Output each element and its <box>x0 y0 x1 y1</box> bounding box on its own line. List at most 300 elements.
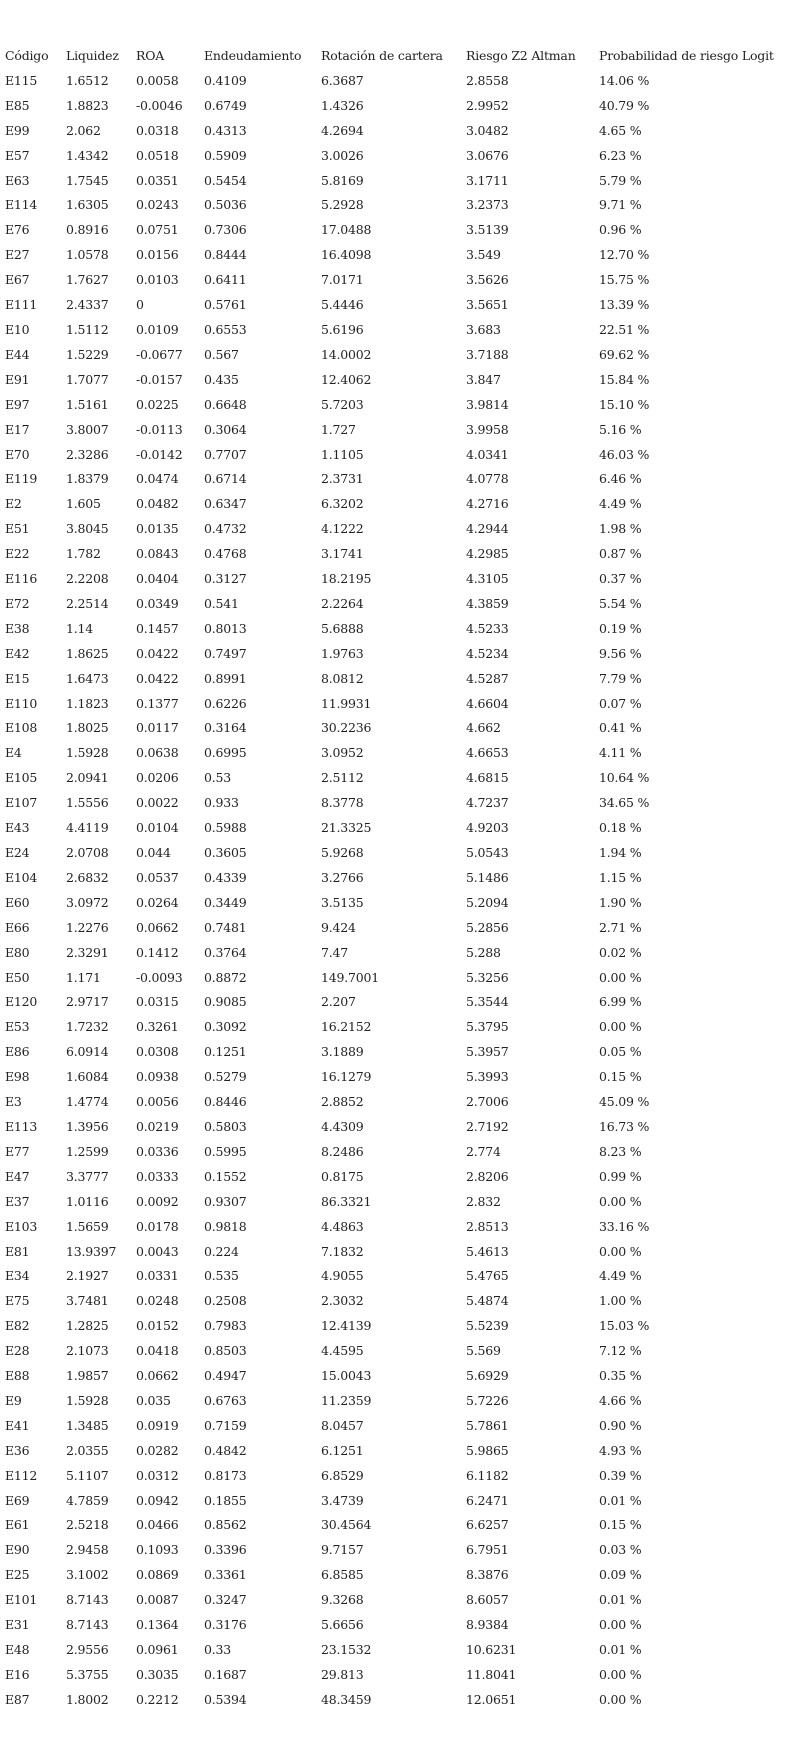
cell-codigo: E28 <box>5 1343 30 1359</box>
cell-logit: 0.05 % <box>599 1044 642 1060</box>
cell-z2-altman: 5.4765 <box>466 1268 509 1284</box>
cell-rotacion: 18.2195 <box>321 571 372 587</box>
cell-z2-altman: 5.5239 <box>466 1318 509 1334</box>
cell-logit: 0.03 % <box>599 1542 642 1558</box>
cell-z2-altman: 5.569 <box>466 1343 501 1359</box>
cell-endeudamiento: 0.33 <box>204 1642 232 1657</box>
cell-endeudamiento: 0.4339 <box>204 869 247 885</box>
cell-logit: 1.00 % <box>599 1293 642 1309</box>
table-row <box>5 692 789 717</box>
cell-codigo: E51 <box>5 521 30 537</box>
cell-z2-altman: 5.3795 <box>466 1019 509 1035</box>
cell-endeudamiento: 0.6749 <box>204 97 247 113</box>
cell-logit: 0.90 % <box>599 1417 642 1433</box>
cell-roa: 0.0152 <box>136 1318 179 1334</box>
cell-roa: 0.0282 <box>136 1442 179 1458</box>
cell-endeudamiento: 0.53 <box>204 770 232 786</box>
cell-z2-altman: 4.9203 <box>466 820 509 836</box>
cell-liquidez: 3.8007 <box>66 421 109 437</box>
cell-codigo: E16 <box>5 1666 30 1682</box>
table-row <box>5 467 789 492</box>
cell-rotacion: 16.2152 <box>321 1019 372 1035</box>
cell-z2-altman: 5.3544 <box>466 994 509 1010</box>
header-roa: ROA <box>136 48 165 63</box>
cell-codigo: E77 <box>5 1143 30 1159</box>
cell-rotacion: 8.0457 <box>321 1417 364 1433</box>
cell-z2-altman: 4.5233 <box>466 620 509 636</box>
cell-z2-altman: 3.2373 <box>466 197 509 213</box>
cell-liquidez: 1.14 <box>66 620 94 636</box>
cell-liquidez: 3.3777 <box>66 1168 109 1184</box>
cell-endeudamiento: 0.1855 <box>204 1492 247 1508</box>
cell-codigo: E25 <box>5 1567 30 1583</box>
cell-liquidez: 1.5229 <box>66 346 109 362</box>
cell-rotacion: 14.0002 <box>321 346 372 362</box>
cell-liquidez: 2.0355 <box>66 1442 109 1458</box>
cell-liquidez: 1.5112 <box>66 321 109 337</box>
cell-liquidez: 8.7143 <box>66 1617 109 1633</box>
cell-logit: 46.03 % <box>599 446 650 462</box>
table-row <box>5 517 789 542</box>
cell-roa: -0.0142 <box>136 446 183 462</box>
cell-codigo: E42 <box>5 645 30 661</box>
table-row <box>5 169 789 194</box>
cell-endeudamiento: 0.4732 <box>204 521 247 537</box>
cell-codigo: E104 <box>5 869 38 885</box>
table-body <box>5 69 789 1713</box>
cell-codigo: E10 <box>5 321 30 337</box>
cell-endeudamiento: 0.4109 <box>204 72 247 88</box>
table-row <box>5 218 789 243</box>
table-row <box>5 1015 789 1040</box>
table-row <box>5 1538 789 1563</box>
cell-codigo: E69 <box>5 1492 30 1508</box>
cell-z2-altman: 3.9958 <box>466 421 509 437</box>
cell-z2-altman: 3.0676 <box>466 147 509 163</box>
table-row <box>5 69 789 94</box>
table-row <box>5 841 789 866</box>
cell-liquidez: 1.8002 <box>66 1691 109 1707</box>
cell-liquidez: 8.7143 <box>66 1592 109 1608</box>
cell-roa: 0.0087 <box>136 1592 179 1608</box>
table-row <box>5 1663 789 1688</box>
cell-codigo: E75 <box>5 1293 30 1309</box>
table-row <box>5 1065 789 1090</box>
cell-roa: 0.0422 <box>136 670 179 686</box>
cell-logit: 13.39 % <box>599 297 650 313</box>
cell-liquidez: 3.8045 <box>66 521 109 537</box>
cell-endeudamiento: 0.7481 <box>204 919 247 935</box>
cell-rotacion: 5.6656 <box>321 1617 364 1633</box>
cell-roa: 0.0751 <box>136 222 179 238</box>
cell-endeudamiento: 0.435 <box>204 371 239 387</box>
cell-endeudamiento: 0.8446 <box>204 1094 247 1110</box>
cell-z2-altman: 4.6604 <box>466 695 509 711</box>
cell-roa: -0.0157 <box>136 371 183 387</box>
table-row <box>5 1688 789 1713</box>
risk-table <box>5 44 789 1713</box>
cell-logit: 0.39 % <box>599 1467 642 1483</box>
cell-liquidez: 1.2825 <box>66 1318 109 1334</box>
cell-rotacion: 16.1279 <box>321 1069 372 1085</box>
cell-rotacion: 6.8529 <box>321 1467 364 1483</box>
cell-rotacion: 1.727 <box>321 421 356 437</box>
cell-rotacion: 0.8175 <box>321 1168 364 1184</box>
cell-liquidez: 1.8379 <box>66 471 109 487</box>
cell-rotacion: 4.1222 <box>321 521 364 537</box>
cell-logit: 0.41 % <box>599 720 642 736</box>
cell-roa: 0.0117 <box>136 720 179 736</box>
cell-codigo: E103 <box>5 1218 38 1234</box>
table-row <box>5 966 789 991</box>
cell-logit: 2.71 % <box>599 919 642 935</box>
cell-codigo: E34 <box>5 1268 30 1284</box>
cell-logit: 33.16 % <box>599 1218 650 1234</box>
cell-roa: 0.0178 <box>136 1218 179 1234</box>
cell-rotacion: 4.2694 <box>321 122 364 138</box>
cell-z2-altman: 3.5139 <box>466 222 509 238</box>
cell-endeudamiento: 0.9818 <box>204 1218 247 1234</box>
cell-z2-altman: 5.9865 <box>466 1442 509 1458</box>
cell-z2-altman: 5.3993 <box>466 1069 509 1085</box>
cell-roa: 0.0315 <box>136 994 179 1010</box>
cell-liquidez: 1.4774 <box>66 1094 109 1110</box>
cell-endeudamiento: 0.8503 <box>204 1343 247 1359</box>
table-row <box>5 1489 789 1514</box>
cell-endeudamiento: 0.224 <box>204 1243 239 1259</box>
cell-liquidez: 1.5659 <box>66 1218 109 1234</box>
cell-logit: 15.03 % <box>599 1318 650 1334</box>
table-row <box>5 667 789 692</box>
cell-logit: 0.37 % <box>599 571 642 587</box>
cell-liquidez: 1.605 <box>66 496 101 512</box>
cell-liquidez: 1.8823 <box>66 97 109 113</box>
cell-z2-altman: 8.9384 <box>466 1617 509 1633</box>
cell-rotacion: 3.1741 <box>321 546 364 562</box>
cell-rotacion: 8.0812 <box>321 670 364 686</box>
cell-roa: 0.0308 <box>136 1044 179 1060</box>
cell-logit: 0.00 % <box>599 1666 642 1682</box>
cell-rotacion: 5.7203 <box>321 396 364 412</box>
cell-z2-altman: 12.0651 <box>466 1691 517 1707</box>
cell-endeudamiento: 0.9307 <box>204 1193 247 1209</box>
cell-logit: 12.70 % <box>599 247 650 263</box>
table-row <box>5 542 789 567</box>
cell-roa: 0.0919 <box>136 1417 179 1433</box>
cell-roa: 0.3035 <box>136 1666 179 1682</box>
cell-z2-altman: 5.1486 <box>466 869 509 885</box>
table-row <box>5 642 789 667</box>
cell-rotacion: 6.3687 <box>321 72 364 88</box>
cell-endeudamiento: 0.8991 <box>204 670 247 686</box>
cell-codigo: E115 <box>5 72 38 88</box>
cell-codigo: E120 <box>5 994 38 1010</box>
cell-endeudamiento: 0.6226 <box>204 695 247 711</box>
table-row <box>5 443 789 468</box>
cell-logit: 6.99 % <box>599 994 642 1010</box>
cell-z2-altman: 4.5234 <box>466 645 509 661</box>
header-z2-altman: Riesgo Z2 Altman <box>466 48 576 63</box>
cell-logit: 1.15 % <box>599 869 642 885</box>
cell-liquidez: 2.3291 <box>66 944 109 960</box>
cell-z2-altman: 5.3957 <box>466 1044 509 1060</box>
cell-endeudamiento: 0.5454 <box>204 172 247 188</box>
table-row <box>5 592 789 617</box>
table-row <box>5 1314 789 1339</box>
cell-roa: 0.0264 <box>136 894 179 910</box>
cell-rotacion: 1.4326 <box>321 97 364 113</box>
cell-roa: 0.044 <box>136 845 171 860</box>
cell-liquidez: 1.5928 <box>66 1392 109 1408</box>
cell-codigo: E113 <box>5 1118 38 1134</box>
cell-z2-altman: 2.7006 <box>466 1094 509 1110</box>
cell-roa: 0.0109 <box>136 321 179 337</box>
cell-codigo: E80 <box>5 944 30 960</box>
cell-rotacion: 5.4446 <box>321 297 364 313</box>
cell-z2-altman: 5.3256 <box>466 969 509 985</box>
cell-codigo: E67 <box>5 272 30 288</box>
table-row <box>5 1190 789 1215</box>
cell-liquidez: 1.0578 <box>66 247 109 263</box>
cell-endeudamiento: 0.7159 <box>204 1417 247 1433</box>
cell-logit: 9.56 % <box>599 645 642 661</box>
cell-logit: 4.11 % <box>599 745 642 761</box>
cell-liquidez: 4.4119 <box>66 820 109 836</box>
cell-roa: 0.0243 <box>136 197 179 213</box>
cell-rotacion: 9.7157 <box>321 1542 364 1558</box>
cell-rotacion: 5.6196 <box>321 321 364 337</box>
cell-roa: 0.0474 <box>136 471 179 487</box>
cell-codigo: E66 <box>5 919 30 935</box>
cell-codigo: E97 <box>5 396 30 412</box>
cell-z2-altman: 2.8513 <box>466 1218 509 1234</box>
cell-rotacion: 48.3459 <box>321 1691 372 1707</box>
table-row <box>5 1513 789 1538</box>
cell-roa: 0.0336 <box>136 1143 179 1159</box>
cell-roa: 0.0942 <box>136 1492 179 1508</box>
cell-rotacion: 3.2766 <box>321 869 364 885</box>
cell-codigo: E81 <box>5 1243 30 1259</box>
cell-logit: 22.51 % <box>599 321 650 337</box>
cell-liquidez: 1.5161 <box>66 396 109 412</box>
cell-endeudamiento: 0.1251 <box>204 1044 247 1060</box>
cell-logit: 1.90 % <box>599 894 642 910</box>
cell-liquidez: 1.1823 <box>66 695 109 711</box>
cell-endeudamiento: 0.3092 <box>204 1019 247 1035</box>
cell-roa: -0.0113 <box>136 421 183 437</box>
cell-liquidez: 13.9397 <box>66 1243 117 1259</box>
cell-logit: 5.16 % <box>599 421 642 437</box>
cell-codigo: E47 <box>5 1168 30 1184</box>
cell-liquidez: 1.6512 <box>66 72 109 88</box>
cell-roa: 0.0351 <box>136 172 179 188</box>
cell-roa: -0.0677 <box>136 346 183 362</box>
cell-roa: 0.0333 <box>136 1168 179 1184</box>
cell-endeudamiento: 0.5394 <box>204 1691 247 1707</box>
cell-liquidez: 1.8625 <box>66 645 109 661</box>
cell-rotacion: 3.0026 <box>321 147 364 163</box>
cell-liquidez: 1.7627 <box>66 272 109 288</box>
cell-logit: 0.01 % <box>599 1492 642 1508</box>
cell-rotacion: 17.0488 <box>321 222 372 238</box>
cell-liquidez: 2.6832 <box>66 869 109 885</box>
cell-codigo: E22 <box>5 546 30 562</box>
cell-endeudamiento: 0.4842 <box>204 1442 247 1458</box>
cell-roa: 0.0537 <box>136 869 179 885</box>
cell-codigo: E98 <box>5 1069 30 1085</box>
cell-logit: 9.71 % <box>599 197 642 213</box>
cell-z2-altman: 4.3859 <box>466 595 509 611</box>
cell-logit: 15.75 % <box>599 272 650 288</box>
table-row <box>5 617 789 642</box>
cell-codigo: E88 <box>5 1368 30 1384</box>
cell-endeudamiento: 0.4768 <box>204 546 247 562</box>
cell-z2-altman: 6.6257 <box>466 1517 509 1533</box>
cell-roa: 0.0349 <box>136 595 179 611</box>
cell-liquidez: 4.7859 <box>66 1492 109 1508</box>
cell-z2-altman: 5.2094 <box>466 894 509 910</box>
table-row <box>5 766 789 791</box>
cell-endeudamiento: 0.5761 <box>204 297 247 313</box>
cell-z2-altman: 4.2944 <box>466 521 509 537</box>
cell-endeudamiento: 0.6553 <box>204 321 247 337</box>
cell-codigo: E87 <box>5 1691 30 1707</box>
cell-logit: 0.96 % <box>599 222 642 238</box>
cell-codigo: E17 <box>5 421 30 437</box>
cell-codigo: E85 <box>5 97 30 113</box>
cell-rotacion: 11.9931 <box>321 695 372 711</box>
cell-roa: 0.1412 <box>136 944 179 960</box>
cell-logit: 0.00 % <box>599 1019 642 1035</box>
cell-codigo: E61 <box>5 1517 30 1533</box>
cell-endeudamiento: 0.3605 <box>204 845 247 860</box>
cell-logit: 0.15 % <box>599 1069 642 1085</box>
table-row <box>5 268 789 293</box>
cell-logit: 0.19 % <box>599 620 642 636</box>
cell-codigo: E48 <box>5 1642 30 1657</box>
cell-rotacion: 21.3325 <box>321 820 372 836</box>
cell-endeudamiento: 0.567 <box>204 346 239 362</box>
cell-rotacion: 9.424 <box>321 919 356 935</box>
cell-endeudamiento: 0.8013 <box>204 620 247 636</box>
cell-endeudamiento: 0.6347 <box>204 496 247 512</box>
cell-liquidez: 1.5928 <box>66 745 109 761</box>
cell-endeudamiento: 0.5279 <box>204 1069 247 1085</box>
cell-rotacion: 6.8585 <box>321 1567 364 1583</box>
cell-codigo: E90 <box>5 1542 30 1558</box>
cell-endeudamiento: 0.7306 <box>204 222 247 238</box>
cell-liquidez: 1.7077 <box>66 371 109 387</box>
table-row <box>5 368 789 393</box>
cell-roa: 0.0058 <box>136 72 179 88</box>
cell-endeudamiento: 0.5909 <box>204 147 247 163</box>
cell-rotacion: 86.3321 <box>321 1193 372 1209</box>
cell-z2-altman: 4.0341 <box>466 446 509 462</box>
cell-logit: 4.93 % <box>599 1442 642 1458</box>
cell-logit: 0.00 % <box>599 1691 642 1707</box>
cell-roa: 0.0482 <box>136 496 179 512</box>
cell-liquidez: 1.8025 <box>66 720 109 736</box>
cell-logit: 1.94 % <box>599 845 642 860</box>
cell-codigo: E112 <box>5 1467 38 1483</box>
cell-rotacion: 8.2486 <box>321 1143 364 1159</box>
cell-roa: 0.3261 <box>136 1019 179 1035</box>
cell-endeudamiento: 0.8562 <box>204 1517 247 1533</box>
cell-endeudamiento: 0.3064 <box>204 421 247 437</box>
cell-endeudamiento: 0.4313 <box>204 122 247 138</box>
cell-z2-altman: 8.3876 <box>466 1567 509 1583</box>
cell-logit: 0.02 % <box>599 944 642 960</box>
cell-rotacion: 4.4595 <box>321 1343 364 1359</box>
cell-roa: 0.1377 <box>136 695 179 711</box>
cell-endeudamiento: 0.8173 <box>204 1467 247 1483</box>
table-row <box>5 1339 789 1364</box>
cell-roa: 0.0135 <box>136 521 179 537</box>
cell-z2-altman: 4.2716 <box>466 496 509 512</box>
cell-codigo: E24 <box>5 845 30 860</box>
cell-logit: 6.46 % <box>599 471 642 487</box>
cell-rotacion: 15.0043 <box>321 1368 372 1384</box>
cell-roa: 0.0518 <box>136 147 179 163</box>
cell-z2-altman: 4.3105 <box>466 571 509 587</box>
table-row <box>5 1140 789 1165</box>
cell-z2-altman: 3.0482 <box>466 122 509 138</box>
table-row <box>5 1264 789 1289</box>
header-endeudamiento: Endeudamiento <box>204 48 302 63</box>
cell-z2-altman: 2.774 <box>466 1143 501 1159</box>
cell-z2-altman: 4.5287 <box>466 670 509 686</box>
cell-roa: 0.0206 <box>136 770 179 786</box>
cell-liquidez: 1.0116 <box>66 1193 109 1209</box>
cell-logit: 14.06 % <box>599 72 650 88</box>
cell-codigo: E119 <box>5 471 38 487</box>
table-row <box>5 791 789 816</box>
cell-liquidez: 2.3286 <box>66 446 109 462</box>
cell-roa: 0.0961 <box>136 1642 179 1657</box>
cell-codigo: E37 <box>5 1193 30 1209</box>
cell-rotacion: 2.207 <box>321 994 356 1010</box>
cell-liquidez: 3.7481 <box>66 1293 109 1309</box>
cell-z2-altman: 4.6653 <box>466 745 509 761</box>
header-liquidez: Liquidez <box>66 48 119 63</box>
cell-codigo: E70 <box>5 446 30 462</box>
table-row <box>5 293 789 318</box>
cell-liquidez: 2.4337 <box>66 297 109 313</box>
cell-codigo: E57 <box>5 147 30 163</box>
cell-codigo: E43 <box>5 820 30 836</box>
cell-logit: 34.65 % <box>599 795 650 811</box>
cell-endeudamiento: 0.3396 <box>204 1542 247 1558</box>
cell-roa: 0.0662 <box>136 919 179 935</box>
cell-logit: 7.12 % <box>599 1343 642 1359</box>
cell-rotacion: 16.4098 <box>321 247 372 263</box>
cell-roa: 0.0466 <box>136 1517 179 1533</box>
cell-roa: 0.1364 <box>136 1617 179 1633</box>
cell-logit: 7.79 % <box>599 670 642 686</box>
table-row <box>5 1588 789 1613</box>
cell-z2-altman: 4.7237 <box>466 795 509 811</box>
cell-liquidez: 2.5218 <box>66 1517 109 1533</box>
cell-liquidez: 1.9857 <box>66 1368 109 1384</box>
cell-logit: 0.01 % <box>599 1642 642 1657</box>
cell-liquidez: 5.3755 <box>66 1666 109 1682</box>
cell-logit: 0.00 % <box>599 1617 642 1633</box>
header-codigo: Código <box>5 48 49 63</box>
table-row <box>5 1165 789 1190</box>
cell-endeudamiento: 0.7707 <box>204 446 247 462</box>
cell-roa: 0.0022 <box>136 795 179 811</box>
table-row <box>5 1439 789 1464</box>
